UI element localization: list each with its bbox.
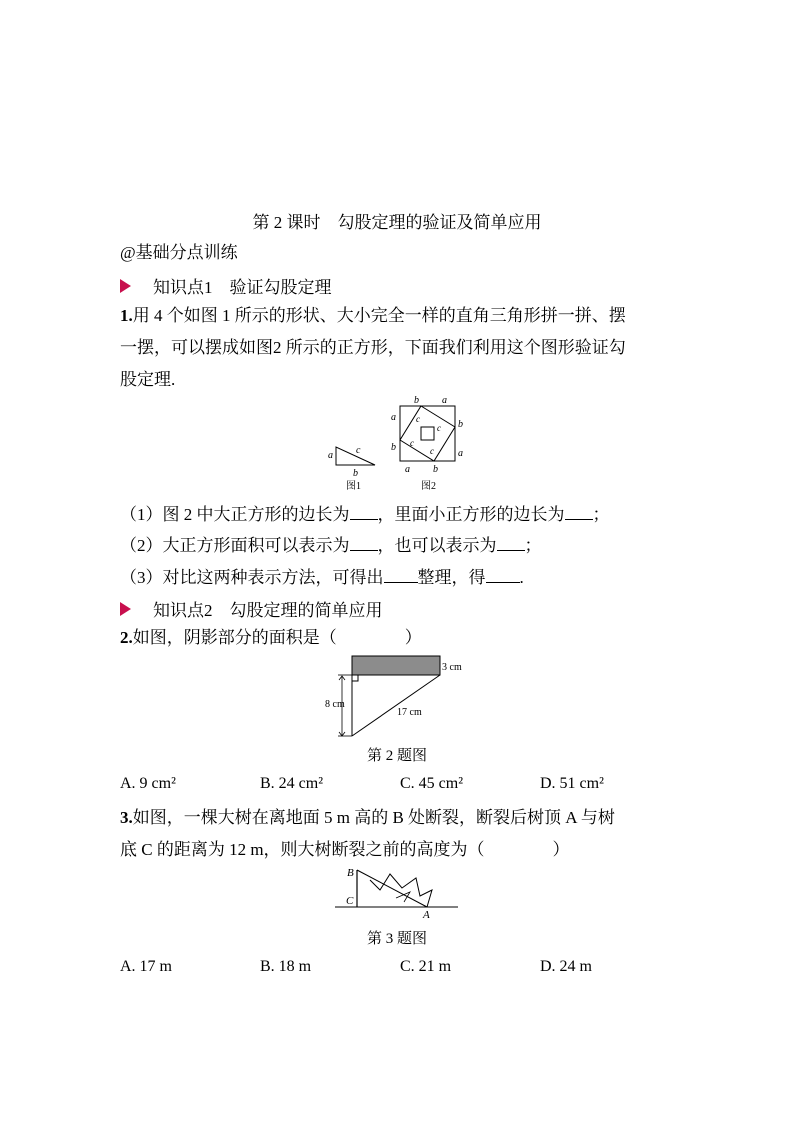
q1-sub2-text-a: （2）大正方形面积可以表示为 bbox=[120, 536, 350, 555]
q1-figures bbox=[320, 392, 480, 494]
q2-label-17cm: 17 cm bbox=[397, 707, 422, 718]
fig2-label-b-top: b bbox=[414, 395, 419, 406]
q2-line bbox=[120, 626, 422, 650]
q1-text-1: 用 4 个如图 1 所示的形状、大小完全一样的直角三角形拼一拼、摆 bbox=[132, 306, 626, 325]
section-label: 知识点2 勾股定理的简单应用 bbox=[153, 601, 383, 620]
q2-label-8cm: 8 cm bbox=[325, 699, 345, 710]
q3-option-a[interactable]: A. 17 m bbox=[120, 958, 172, 975]
q3-option-b[interactable]: B. 18 m bbox=[260, 958, 312, 975]
answer-blank[interactable] bbox=[350, 532, 378, 551]
q3-label-b: B bbox=[347, 867, 354, 879]
q1-sub1 bbox=[120, 501, 610, 527]
q3-caption: 第 3 题图 bbox=[366, 931, 427, 947]
fig2-label-c2: c bbox=[437, 423, 441, 433]
q3-number: 3. bbox=[120, 808, 133, 827]
q1-line3: 股定理. bbox=[120, 370, 176, 389]
section-heading-1 bbox=[120, 273, 332, 298]
fig2-label-c3: c bbox=[410, 438, 414, 448]
page-title: 第 2 课时 勾股定理的验证及简单应用 bbox=[252, 213, 542, 232]
triangle-marker-icon bbox=[120, 602, 131, 616]
punct: ； bbox=[592, 505, 610, 524]
q1-sub3-text-b: 整理，得 bbox=[417, 568, 486, 587]
answer-blank[interactable] bbox=[497, 532, 525, 551]
q1-sub3 bbox=[120, 564, 524, 590]
q2-caption: 第 2 题图 bbox=[366, 748, 427, 764]
q2-option-c[interactable]: C. 45 cm² bbox=[400, 775, 464, 792]
answer-blank[interactable] bbox=[384, 564, 418, 583]
q1-sub2-text-b: ，也可以表示为 bbox=[377, 536, 497, 555]
q1-sub3-text-a: （3）对比这两种表示方法，可得出 bbox=[120, 568, 384, 587]
subtitle: @基础分点训练 bbox=[120, 243, 238, 262]
q1-sub1-text-b: ，里面小正方形的边长为 bbox=[377, 505, 565, 524]
q3-line1 bbox=[120, 806, 615, 830]
fig2-label-c1: c bbox=[416, 414, 420, 424]
fig2-label-c4: c bbox=[430, 446, 434, 456]
triangle-marker-icon bbox=[120, 279, 131, 293]
q2-text: 如图，阴影部分的面积是（ ） bbox=[132, 628, 422, 647]
q3-label-c: C bbox=[346, 895, 354, 907]
q3-option-d[interactable]: D. 24 m bbox=[540, 958, 592, 975]
fig2-caption: 图2 bbox=[421, 481, 436, 492]
answer-blank[interactable] bbox=[565, 501, 593, 520]
figure-2 bbox=[391, 395, 463, 492]
punct: . bbox=[519, 568, 524, 587]
q3-figure bbox=[330, 862, 470, 922]
section-label: 知识点1 验证勾股定理 bbox=[153, 278, 332, 297]
punct: ； bbox=[524, 536, 542, 555]
q2-option-d[interactable]: D. 51 cm² bbox=[540, 775, 604, 792]
q2-option-a[interactable]: A. 9 cm² bbox=[120, 775, 176, 792]
fig2-label-b-bottom: b bbox=[433, 464, 438, 475]
q3-label-a: A bbox=[423, 909, 430, 921]
answer-blank[interactable] bbox=[486, 564, 520, 583]
q2-number: 2. bbox=[120, 628, 133, 647]
q1-line1 bbox=[120, 304, 626, 328]
q2-figure bbox=[320, 652, 480, 738]
fig2-label-a-left: a bbox=[391, 412, 396, 423]
q1-line2: 一摆，可以摆成如图2 所示的正方形，下面我们利用这个图形验证勾 bbox=[120, 338, 626, 357]
fig1-label-a: a bbox=[328, 450, 333, 461]
fig1-label-b: b bbox=[353, 468, 358, 479]
fig2-label-a-top: a bbox=[442, 395, 447, 406]
q3-line2: 底 C 的距离为 12 m，则大树断裂之前的高度为（ ） bbox=[120, 840, 570, 859]
figure-1 bbox=[328, 445, 375, 492]
fig1-caption: 图1 bbox=[346, 481, 361, 492]
fig2-label-a-bottom: a bbox=[405, 464, 410, 475]
fig2-label-b-left: b bbox=[391, 442, 396, 453]
q1-number: 1. bbox=[120, 306, 133, 325]
q2-option-b[interactable]: B. 24 cm² bbox=[260, 775, 324, 792]
q3-text-1: 如图，一棵大树在离地面 5 m 高的 B 处断裂，断裂后树顶 A 与树 bbox=[132, 808, 615, 827]
q1-sub1-text-a: （1）图 2 中大正方形的边长为 bbox=[120, 505, 350, 524]
answer-blank[interactable] bbox=[350, 501, 378, 520]
fig2-label-b-right: b bbox=[458, 419, 463, 430]
q3-option-c[interactable]: C. 21 m bbox=[400, 958, 452, 975]
q2-label-3cm: 3 cm bbox=[442, 662, 462, 673]
fig1-label-c: c bbox=[356, 445, 361, 456]
fig2-label-a-right: a bbox=[458, 448, 463, 459]
section-heading-2 bbox=[120, 596, 383, 621]
q1-sub2 bbox=[120, 532, 542, 558]
